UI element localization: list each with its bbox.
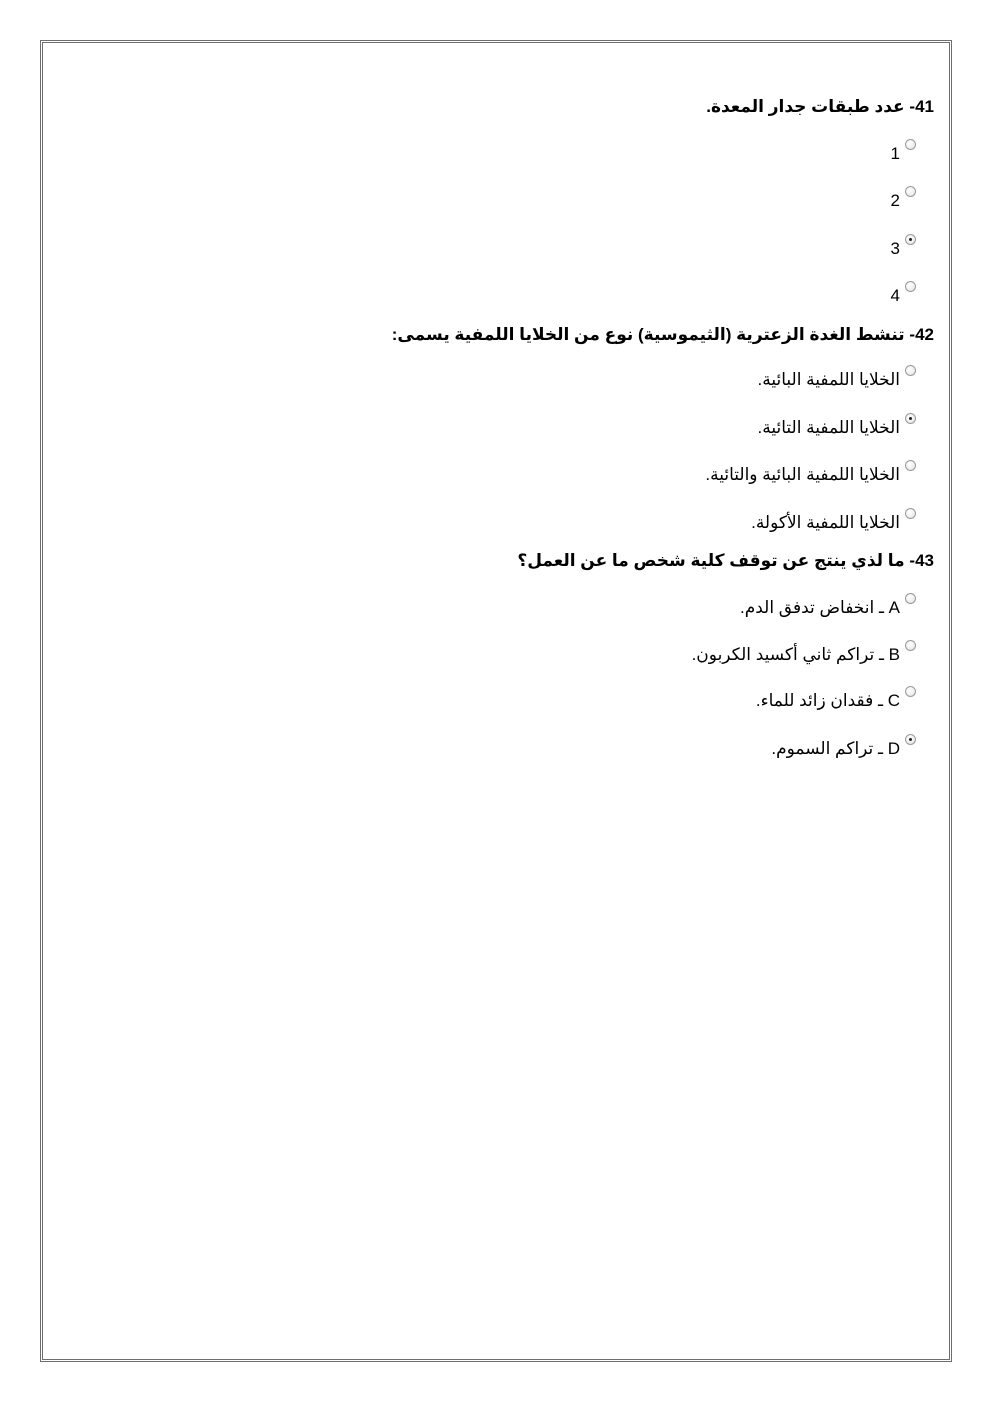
option-label: 3: [890, 239, 900, 258]
option-label: [771, 739, 900, 759]
radio-button-selected[interactable]: [905, 734, 916, 745]
question-41-title: [706, 97, 934, 117]
option-label: [692, 645, 900, 665]
radio-button[interactable]: [905, 460, 916, 471]
option-label: 1: [890, 144, 900, 163]
option-label: 4: [890, 286, 900, 305]
option-label: الخلايا اللمفية البائية والتائية.: [705, 465, 900, 484]
radio-button[interactable]: [905, 686, 916, 697]
radio-button[interactable]: [905, 640, 916, 651]
option-text: ـ فقدان زائد للماء.: [755, 691, 888, 710]
radio-button-selected[interactable]: [905, 234, 916, 245]
option-label: الخلايا اللمفية البائية.: [757, 370, 900, 389]
option-label: [756, 691, 900, 711]
radio-button[interactable]: [905, 593, 916, 604]
option-text: ـ تراكم ثاني أكسيد الكربون.: [691, 645, 889, 664]
option-letter: C: [887, 691, 900, 710]
question-number: 41-: [909, 97, 934, 116]
question-number: 43-: [909, 551, 934, 570]
question-text: عدد طبقات جدار المعدة.: [706, 97, 905, 116]
radio-button[interactable]: [905, 281, 916, 292]
option-label: الخلايا اللمفية التائية.: [757, 418, 900, 437]
option-letter: A: [888, 598, 900, 617]
option-label: [740, 598, 900, 618]
radio-button[interactable]: [905, 365, 916, 376]
option-letter: D: [887, 739, 900, 758]
option-label: 2: [890, 191, 900, 210]
radio-button[interactable]: [905, 508, 916, 519]
option-text: ـ انخفاض تدفق الدم.: [739, 598, 889, 617]
question-text: تنشط الغدة الزعترية (الثيموسية) نوع من الخلايا اللمفية يسمى:: [391, 325, 905, 344]
question-42-title: [392, 325, 934, 345]
option-letter: B: [888, 645, 900, 664]
question-text: ما لذي ينتج عن توقف كلية شخص ما عن العمل؟: [517, 551, 905, 570]
radio-button[interactable]: [905, 139, 916, 150]
question-43-title: [517, 551, 934, 571]
question-number: 42-: [909, 325, 934, 344]
option-text: ـ تراكم السموم.: [771, 739, 888, 758]
option-label: الخلايا اللمفية الأكولة.: [751, 513, 900, 532]
radio-button[interactable]: [905, 186, 916, 197]
radio-button-selected[interactable]: [905, 413, 916, 424]
